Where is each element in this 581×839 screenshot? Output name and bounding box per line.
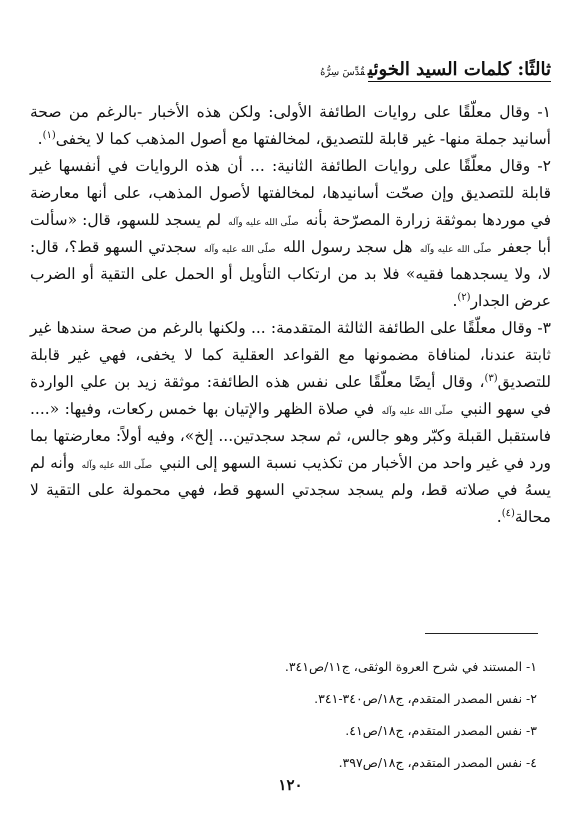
salawat-mark: صلّى الله عليه وآله bbox=[381, 407, 454, 417]
footnote-separator bbox=[425, 633, 538, 634]
footnote-4: ٤- نفس المصدر المتقدم، ج١٨/ص٣٩٧. bbox=[338, 755, 537, 770]
section-title: ثالثًا: كلمات السيد الخوئي bbox=[368, 59, 551, 80]
salawat-mark: صلّى الله عليه وآله bbox=[419, 245, 492, 255]
paragraph-text: وأنه لم يسهُ في صلاته قط، ولم يسجد سجدتي السهو قط، فهي محمولة على التقية لا محالة bbox=[30, 454, 551, 526]
footnotes bbox=[40, 651, 537, 779]
paragraph-text: ، وقال أيضًا معلّقًا على نفس هذه الطائفة: موثقة زيد بن علي الواردة في سهو النبي bbox=[30, 373, 552, 418]
honorific-mark: قُدِّسَ سِرُّهُ bbox=[320, 67, 366, 78]
footnote-ref-3: (٣) bbox=[484, 372, 498, 384]
footnote-1: ١- المستند في شرح العروة الوثقى، ج١١/ص٣٤١. bbox=[284, 659, 537, 674]
paragraph-text: . bbox=[452, 292, 458, 310]
salawat-mark: صلّى الله عليه وآله bbox=[204, 245, 276, 255]
paragraph-text: لم يسجد للسهو، قال: «سألت أبا جعفر bbox=[30, 211, 551, 256]
paragraph-3 bbox=[30, 315, 551, 531]
paragraph-text: . bbox=[496, 508, 502, 526]
footnote-ref-4: (٤) bbox=[501, 507, 515, 519]
paragraph-1 bbox=[30, 99, 551, 153]
footnote-2: ٢- نفس المصدر المتقدم، ج١٨/ص٣٤٠-٣٤١. bbox=[314, 691, 537, 706]
page-number: ١٢٠ bbox=[278, 776, 303, 794]
section-heading bbox=[30, 55, 551, 88]
footnote-ref-2: (٢) bbox=[457, 291, 471, 303]
paragraph-text: هل سجد رسول الله bbox=[282, 238, 413, 256]
paragraph-text: . bbox=[37, 130, 43, 148]
salawat-mark: صلّى الله عليه وآله bbox=[228, 218, 299, 228]
paragraph-text: في صلاة الظهر والإتيان بها خمس ركعات، وفيها: «.... فاستقبل القبلة وكبّر وهو جالس، ثم سجد سجدتين... إلخ»، وفيه أولاً: معارضتها بما ورد في غير واحد من الأخبار من تكذيب نسبة السهو إلى النبي bbox=[30, 400, 551, 472]
footnote-3: ٣- نفس المصدر المتقدم، ج١٨/ص٤١. bbox=[345, 723, 537, 738]
paragraph-text: ٢- وقال معلّقًا على روايات الطائفة الثانية: ... أن هذه الروايات في أنفسها غير قابلة للتصديق وإن صحّت أسانيدها، لمخالفتها لأصول المذهب، على أنها معارضة في موردها بموثقة زرارة المصرّحة بأنه bbox=[30, 157, 552, 229]
footnote-ref-1: (١) bbox=[42, 129, 56, 141]
paragraph-text: ٣- وقال معلّقًا على الطائفة الثالثة المتقدمة: ... ولكنها بالرغم من صحة سندها غير ثابتة عندنا، لمنافاة مضمونها مع القواعد العقلية كما لا يخفى، فهي غير قابلة للتصديق bbox=[30, 319, 551, 391]
main-text bbox=[30, 99, 551, 531]
paragraph-text: سجدتي السهو قط؟، قال: لا، ولا يسجدهما فقيه» فلا بد من ارتكاب التأويل أو الحمل على التقية أو الضرب عرض الجدار bbox=[30, 238, 551, 310]
paragraph-text: ١- وقال معلّقًا على روايات الطائفة الأولى: ولكن هذه الأخبار -بالرغم من صحة أسانيد جملة منها- غير قابلة للتصديق، لمخالفتها مع أصول المذهب كما لا يخفى bbox=[30, 103, 551, 148]
salawat-mark: صلّى الله عليه وآله bbox=[81, 461, 153, 471]
paragraph-2 bbox=[30, 153, 551, 315]
